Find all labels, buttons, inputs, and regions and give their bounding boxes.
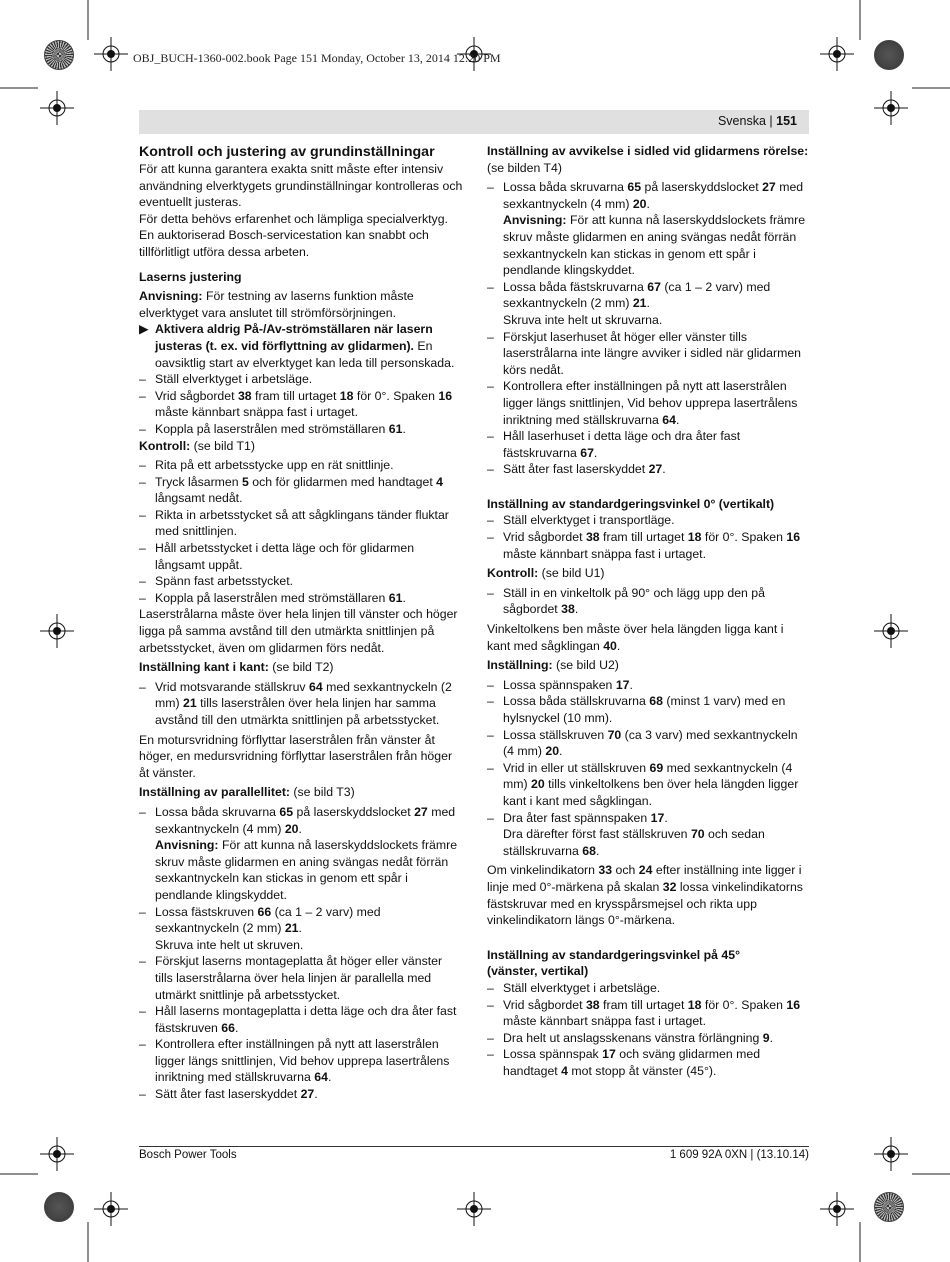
dash-bullet: – [139, 1037, 146, 1052]
dash-bullet: – [487, 1047, 494, 1062]
list-item: – Håll laserhuset i detta läge och dra åter fast fästskruvarna 67. [487, 429, 741, 460]
list-item: – Ställ in en vinkeltolk på 90° och lägg upp den på sågbordet 38. [487, 585, 765, 617]
dash-bullet: – [139, 372, 146, 387]
kontroll-list [139, 457, 463, 606]
dash-bullet: – [487, 727, 494, 742]
dash-bullet: – [139, 679, 146, 694]
v0-kontroll-ref: (se bild U1) [538, 566, 605, 581]
list-item: – Dra helt ut anslagsskenans vänstra förlängning 9. [487, 1030, 774, 1045]
registration-target-left-lower [40, 1137, 74, 1171]
dash-bullet: – [139, 507, 146, 522]
list-item: – Tryck låsarmen 5 och för glidarmen med handtaget 4 långsamt nedåt. [139, 474, 444, 506]
list-item: – Dra åter fast spännspaken 17. Dra därefter först fast ställskruven 70 och sedan ställskruvarna 68. [487, 810, 765, 858]
par-list [139, 804, 463, 1103]
star-target-bottom-right [874, 1192, 904, 1222]
note-text: För testning av laserns funktion måste elverktyget vara anslutet till strömförsörjningen. [139, 289, 414, 320]
dash-bullet: – [139, 388, 146, 403]
list-item: – Vrid sågbordet 38 fram till urtaget 18 för 0°. Spaken 16 måste kännbart snäppa fast i urtaget. [487, 530, 801, 561]
v0-list [487, 512, 809, 562]
list-item: – Lossa båda fästskruvarna 67 (ca 1 – 2 varv) med sexkantnyckeln (2 mm) 21. Skruva inte helt ut skruvarna. [487, 279, 771, 327]
gray-target-top-right [874, 40, 904, 70]
dash-bullet: – [139, 904, 146, 919]
list-item: – Sätt åter fast laserskyddet 27. [487, 462, 666, 477]
dash-bullet: – [487, 997, 494, 1012]
list-item: – Lossa ställskruven 70 (ca 3 varv) med sexkantnyckeln (4 mm) 20. [487, 727, 798, 759]
list-item: – Vrid sågbordet 38 fram till urtaget 18 för 0°. Spaken 16 måste kännbart snäppa fast i urtaget. [139, 388, 453, 420]
right-column [487, 143, 809, 1079]
v45-list [487, 980, 809, 1080]
header-language: Svenska [717, 114, 766, 128]
list-item: – Spänn fast arbetsstycket. [139, 574, 294, 589]
dash-bullet: – [487, 1030, 494, 1045]
sid-list [487, 179, 809, 478]
warning-triangle-icon: ▶ [139, 322, 149, 337]
registration-target-left-upper [40, 91, 74, 125]
list-item: – Förskjut laserns montageplatta åt höger eller vänster tills laserstrålarna över hela linjen är parallella med utmärkt snittlinje på arbetsstycket. [139, 954, 443, 1002]
v0-kontroll-text: Vinkeltolkens ben måste över hela längden ligga kant i kant med sågklingan 40. [487, 622, 784, 653]
registration-target-right-lower [874, 1137, 908, 1171]
list-item: – Lossa båda skruvarna 65 på laserskyddslocket 27 med sexkantnyckeln (4 mm) 20. Anvisning: För att kunna nå laserskyddslockets främre skruv måste glidarmen en aning svängas nedåt förrän sexkantnyckeln kan stickas in genom ett spår i pendlande klingskyddet. [139, 804, 458, 902]
v0-final-text: Om vinkelindikatorn 33 och 24 efter inställning inte ligger i linje med 0°-märkena på skalan 32 lossa vinkelindikatorns fästskruvar med en krysspårsmejsel och rikta upp vinkelindikatorn längs 0°-märkena. [487, 863, 803, 928]
dash-bullet: – [487, 694, 494, 709]
note-paragraph [139, 288, 463, 321]
dash-bullet: – [487, 379, 494, 394]
dash-bullet: – [487, 810, 494, 825]
subheading-sideways-deviation: Inställning av avvikelse i sidled vid glidarmens rörelse: [487, 144, 809, 158]
dash-bullet: – [487, 980, 494, 995]
list-item: – Ställ elverktyget i transportläge. [487, 513, 675, 528]
dash-bullet: – [487, 329, 494, 344]
dash-bullet: – [139, 458, 146, 473]
list-item: – Kontrollera efter inställningen på nytt att laserstrålen ligger längs snittlinjen, Vid behov upprepa lasertrålens inriktning med ställskruvarna 64. [139, 1037, 450, 1085]
registration-target-bottom-right [820, 1192, 854, 1226]
list-item: – Sätt åter fast laserskyddet 27. [139, 1087, 318, 1102]
gray-target-bottom-left [44, 1192, 74, 1222]
list-item: – Rikta in arbetsstycket så att sågklingans tänder fluktar med snittlinjen. [139, 507, 449, 539]
dash-bullet: – [139, 1087, 146, 1102]
prep-list [139, 371, 463, 437]
v0-kontroll-label: Kontroll: [487, 566, 539, 581]
par-label: Inställning av parallellitet: [139, 785, 291, 800]
list-item: – Kontrollera efter inställningen på nytt att laserstrålen ligger längs snittlinjen, Vid behov upprepa lasertrålens inriktning med ställskruvarna 64. [487, 379, 798, 427]
kontroll-label: Kontroll: [139, 438, 191, 453]
list-item: – Förskjut laserhuset åt höger eller vänster tills laserstrålarna inte längre avviker i sidled när glidarmen körs nedåt. [487, 329, 802, 377]
list-item: – Ställ elverktyget i arbetsläge. [139, 372, 313, 387]
kontroll-text: Laserstrålarna måste över hela linjen till vänster och höger ligga på samma avstånd till den utmärkta snittlinjen på arbetsstycket, även om glidarmen förs nedåt. [139, 607, 458, 655]
intro-paragraph: För detta behövs erfarenhet och lämpliga specialverktyg. [139, 211, 448, 226]
footer-rule [139, 1146, 809, 1147]
v0-inst-label: Inställning: [487, 658, 553, 673]
list-item: – Koppla på laserstrålen med strömställaren 61. [139, 421, 406, 436]
list-item: – Vrid in eller ut ställskruven 69 med sexkantnyckeln (4 mm) 20 tills vinkeltolkens ben över hela längden ligger kant i kant med sågklingan. [487, 760, 799, 808]
list-item: – Lossa båda ställskruvarna 68 (minst 1 varv) med en hylsnyckel (10 mm). [487, 694, 786, 725]
note-label: Anvisning: [139, 289, 203, 304]
kontroll-ref: (se bild T1) [190, 438, 255, 453]
footer-doc-number: 1 609 92A 0XN | (13.10.14) [669, 1149, 809, 1161]
footer-brand: Bosch Power Tools [139, 1149, 237, 1161]
list-item: – Lossa fästskruven 66 (ca 1 – 2 varv) med sexkantnyckeln (2 mm) 21. Skruva inte helt ut skruven. [139, 904, 381, 952]
dash-bullet: – [487, 530, 494, 545]
dash-bullet: – [139, 804, 146, 819]
intro-paragraph: För att kunna garantera exakta snitt måste efter intensiv användning elverktygets grundinställningar kontrolleras och eventuellt justeras. [139, 162, 463, 210]
warning-item [139, 321, 463, 371]
registration-target-right-middle [874, 614, 908, 648]
v0-inst-list [487, 677, 809, 860]
list-item: – Håll arbetsstycket i detta läge och för glidarmen långsamt uppåt. [139, 541, 415, 572]
list-item: – Koppla på laserstrålen med strömställaren 61. [139, 590, 406, 605]
dash-bullet: – [139, 574, 146, 589]
kant-text: En motursvridning förflyttar laserstrålen från vänster åt höger, en medursvridning förflyttar laserstrålen från höger åt vänster. [139, 732, 453, 780]
warning-text: En oavsiktlig start av elverktyget kan leda till personskada. [155, 338, 455, 370]
print-slug: OBJ_BUCH-1360-002.book Page 151 Monday, October 13, 2014 12:20 PM [133, 51, 501, 65]
list-item: – Håll laserns montageplatta i detta läge och dra åter fast fästskruven 66. [139, 1004, 457, 1035]
page-number: 151 [776, 114, 797, 128]
dash-bullet: – [487, 279, 494, 294]
dash-bullet: – [487, 585, 494, 600]
star-target-top-left [44, 40, 74, 70]
warning-bold: Aktivera aldrig På-/Av-strömställaren när lasern justeras (t. ex. vid förflyttning av glidarmen). [155, 322, 433, 353]
running-header-text [718, 114, 797, 128]
list-item: – Rita på ett arbetsstycke upp en rät snittlinje. [139, 458, 394, 473]
section-title: Kontroll och justering av grundinställningar [139, 144, 435, 160]
dash-bullet: – [487, 513, 494, 528]
kant-line [139, 659, 463, 676]
registration-target-top-right [820, 37, 854, 71]
subheading-laser-adjustment: Laserns justering [139, 269, 242, 284]
header-separator: | [769, 114, 773, 128]
sid-ref: (se bilden T4) [487, 160, 562, 175]
v0-kontroll-list [487, 585, 809, 618]
subheading-bevel-45-sub: (vänster, vertikal) [487, 964, 589, 979]
dash-bullet: – [139, 590, 146, 605]
registration-target-top-left [94, 37, 128, 71]
subheading-bevel-0: Inställning av standardgeringsvinkel 0° (vertikalt) [487, 496, 775, 511]
left-column [139, 143, 463, 1103]
dash-bullet: – [487, 429, 494, 444]
v0-inst-line [487, 657, 809, 674]
list-item: – Ställ elverktyget i arbetsläge. [487, 980, 661, 995]
kontroll-line [139, 438, 463, 455]
kant-label: Inställning kant i kant: [139, 660, 269, 675]
kant-list [139, 679, 463, 729]
registration-target-bottom-left [94, 1192, 128, 1226]
list-item: – Lossa spännspaken 17. [487, 677, 633, 692]
dash-bullet: – [487, 677, 494, 692]
par-line [139, 784, 463, 801]
v0-inst-ref: (se bild U2) [552, 658, 619, 673]
registration-target-right-upper [874, 91, 908, 125]
list-item: – Lossa båda skruvarna 65 på laserskyddslocket 27 med sexkantnyckeln (4 mm) 20. Anvisning: För att kunna nå laserskyddslockets främre skruv måste glidarmen en aning svängas nedåt förrän sexkantnyckeln kan stickas in genom ett spår i pendlande klingskyddet. [487, 180, 806, 278]
registration-target-bottom-center [457, 1192, 491, 1226]
dash-bullet: – [487, 462, 494, 477]
list-item: – Lossa spännspak 17 och sväng glidarmen med handtaget 4 mot stopp åt vänster (45°). [487, 1047, 761, 1078]
subheading-bevel-45: Inställning av standardgeringsvinkel på 45° [487, 947, 740, 962]
running-header [139, 110, 809, 134]
dash-bullet: – [139, 954, 146, 969]
list-item: – Vrid motsvarande ställskruv 64 med sexkantnyckeln (2 mm) 21 tills laserstrålen över hela linjen har samma avstånd till den utmärkta snittlinjen på arbetsstycket. [139, 679, 452, 727]
registration-target-left-middle [40, 614, 74, 648]
dash-bullet: – [487, 760, 494, 775]
dash-bullet: – [487, 180, 494, 195]
dash-bullet: – [139, 541, 146, 556]
dash-bullet: – [139, 1004, 146, 1019]
v0-kontroll-line [487, 565, 809, 582]
par-ref: (se bild T3) [290, 785, 355, 800]
intro-paragraph: En auktoriserad Bosch-servicestation kan snabbt och tillförlitligt utföra dessa arbeten. [139, 228, 429, 259]
dash-bullet: – [139, 474, 146, 489]
list-item: – Vrid sågbordet 38 fram till urtaget 18 för 0°. Spaken 16 måste kännbart snäppa fast i urtaget. [487, 997, 801, 1029]
kant-ref: (se bild T2) [268, 660, 334, 675]
dash-bullet: – [139, 421, 146, 436]
